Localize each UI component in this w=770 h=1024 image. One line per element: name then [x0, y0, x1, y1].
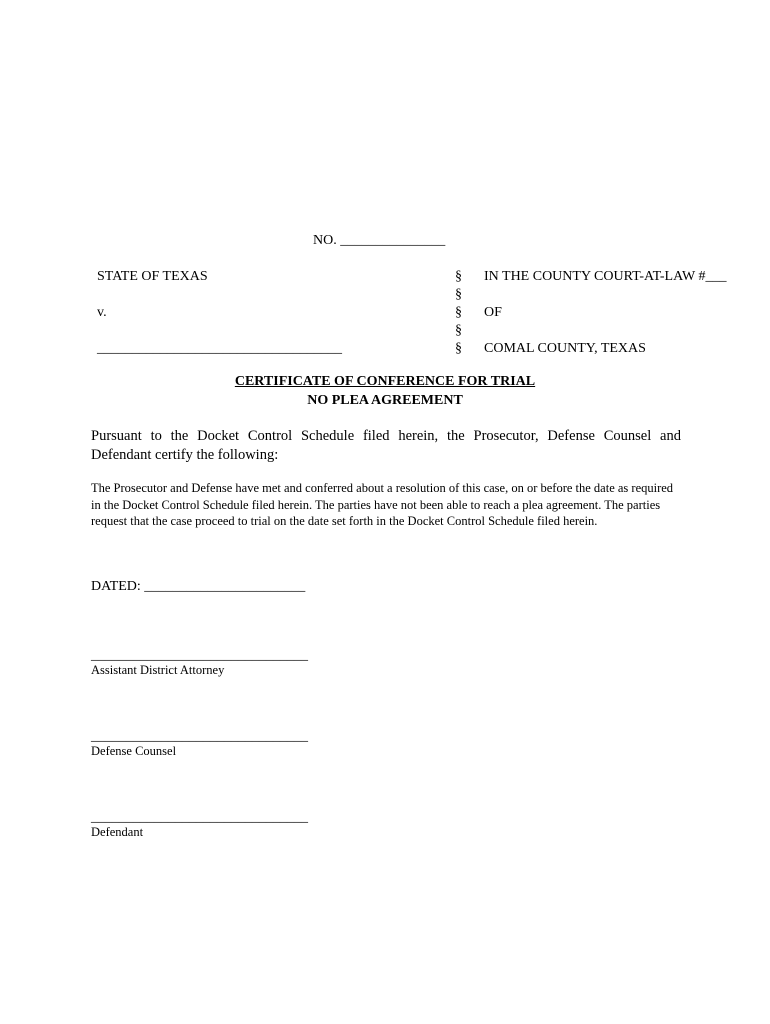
certification-paragraph: The Prosecutor and Defense have met and conferred about a resolution of this case, on or before the date as required in the Docket Control Schedule filed herein. The parties have not been able to reach a plea agreement. The parties request that the case proceed to trial on the date set forth in the Docket Control Schedule filed herein.	[91, 481, 674, 528]
defendant-name-line: ___________________________________	[97, 341, 342, 356]
title-line-1: CERTIFICATE OF CONFERENCE FOR TRIAL	[234, 374, 536, 389]
court-name: IN THE COUNTY COURT-AT-LAW #___	[484, 269, 727, 284]
defense-counsel-signature-line: _______________________________	[91, 729, 308, 744]
cause-number: NO. _______________	[313, 233, 446, 248]
intro-paragraph: Pursuant to the Docket Control Schedule filed herein, the Prosecutor, Defense Counsel and Defendant certify the following:	[91, 428, 681, 463]
section-mark: §	[455, 341, 462, 356]
court-of-label: OF	[484, 305, 502, 320]
dated-line: DATED: _______________________	[91, 579, 306, 594]
section-mark: §	[455, 305, 462, 320]
document-title	[0, 374, 770, 409]
section-mark: §	[455, 269, 462, 284]
ada-signature-line: _______________________________	[91, 648, 308, 663]
party-state: STATE OF TEXAS	[97, 269, 208, 284]
section-mark: §	[455, 287, 462, 302]
section-mark: §	[455, 323, 462, 338]
ada-signature-label: Assistant District Attorney	[91, 663, 225, 677]
defendant-signature-label: Defendant	[91, 825, 144, 839]
defense-counsel-signature-label: Defense Counsel	[91, 744, 177, 758]
defendant-signature-line: _______________________________	[91, 810, 308, 825]
county-name: COMAL COUNTY, TEXAS	[484, 341, 646, 356]
versus-label: v.	[97, 305, 107, 320]
title-line-2: NO PLEA AGREEMENT	[307, 393, 463, 408]
